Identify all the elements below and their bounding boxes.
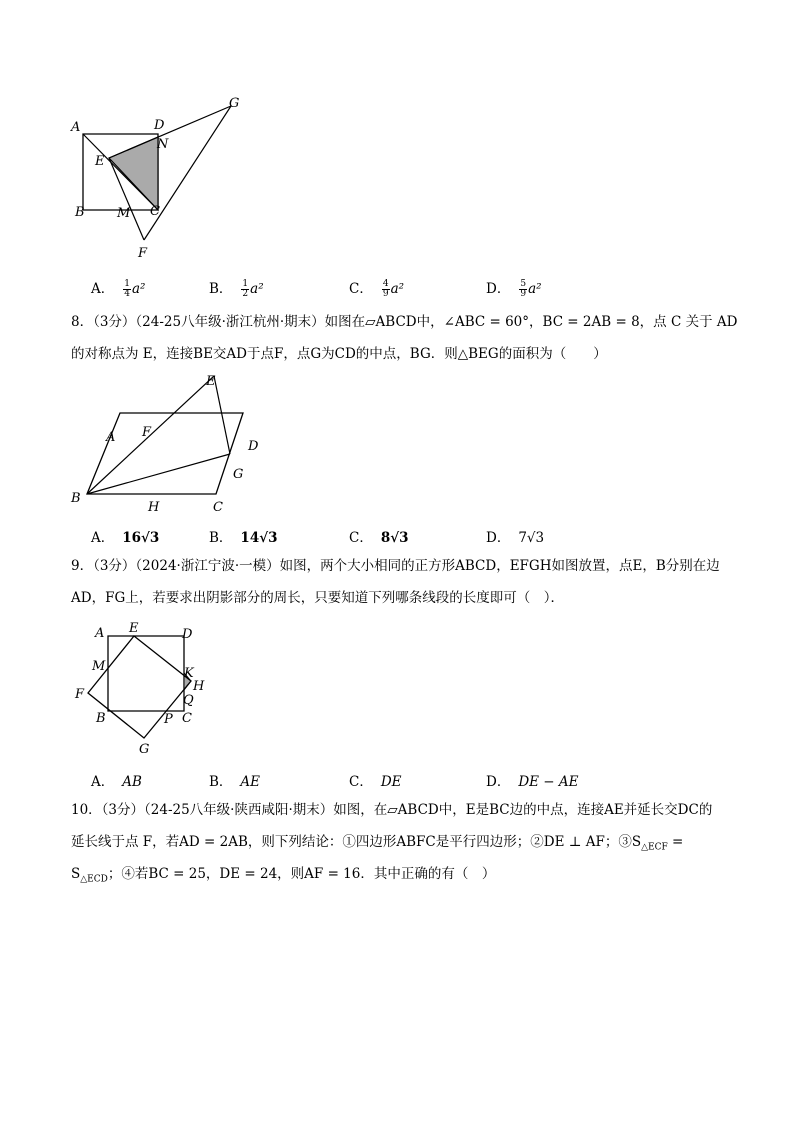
q9-label-d: D xyxy=(182,627,193,642)
q9-question-line-1: 9．（3分）（2024·浙江宁波·一模）如图，两个大小相同的正方形ABCD，EFGH如图放置，点E，B分别在边 xyxy=(71,558,720,574)
q9-label-k: K xyxy=(184,666,194,681)
q7-option-d[interactable] xyxy=(486,277,542,299)
q7-option-c-num: 4 xyxy=(382,279,389,289)
q7-option-b-expr: a² xyxy=(250,281,264,297)
q9-question-line-2: AD，FG上，若要求出阴影部分的周长，只要知道下列哪条线段的长度即可（ ）． xyxy=(71,590,564,606)
q10-line-2-end: = xyxy=(667,834,684,850)
q9-figure xyxy=(66,614,226,764)
q9-label-q: Q xyxy=(183,693,194,708)
q8-option-c[interactable] xyxy=(349,526,409,546)
q7-label-f: F xyxy=(138,246,148,260)
q9-option-c-value: DE xyxy=(380,774,402,790)
q9-label-c: C xyxy=(182,711,192,726)
q7-label-m: M xyxy=(117,206,131,221)
q7-option-a-den: 4 xyxy=(124,289,130,299)
q10-question-line-1: 10．（3分）（24-25八年级·陕西咸阳·期末）如图，在▱ABCD中，E是BC边的中点，连接AE并延长交DC的 xyxy=(71,802,713,818)
q7-label-b: B xyxy=(75,205,85,220)
q7-option-c[interactable] xyxy=(349,277,404,299)
q9-label-p: P xyxy=(164,712,173,727)
q8-label-f: F xyxy=(142,425,152,440)
q9-label-f: F xyxy=(75,687,85,702)
q7-option-d-expr: a² xyxy=(528,281,542,297)
q7-label-d: D xyxy=(154,118,165,133)
q7-option-d-num: 5 xyxy=(520,279,527,289)
q9-option-d-letter: D． xyxy=(486,774,511,790)
q7-label-c: C xyxy=(150,204,160,219)
q9-label-a: A xyxy=(95,626,105,641)
q7-option-a-letter: A． xyxy=(91,281,115,297)
q8-option-d-letter: D． xyxy=(486,530,511,546)
q7-option-b[interactable] xyxy=(209,277,264,299)
q7-option-b-num: 1 xyxy=(242,279,249,289)
q10-line-3-sub: △ECD xyxy=(80,874,108,885)
q10-question-line-2 xyxy=(71,826,731,858)
q9-label-g: G xyxy=(139,742,150,757)
q7-label-a: A xyxy=(71,120,81,135)
q8-option-d[interactable] xyxy=(486,526,544,546)
q7-option-b-den: 2 xyxy=(242,289,249,299)
q10-line-2-text: 延长线于点 F，若AD = 2AB，则下列结论：①四边形ABFC是平行四边形；②DE ⊥ AF；③S xyxy=(71,834,642,850)
q7-figure xyxy=(66,92,256,260)
q7-label-g: G xyxy=(229,96,240,111)
q8-option-b-letter: B． xyxy=(209,530,233,546)
q7-option-a-expr: a² xyxy=(131,281,146,297)
q10-line-2-sub: △ECF xyxy=(641,842,668,853)
q8-option-a[interactable] xyxy=(91,526,159,546)
q8-label-e: E xyxy=(206,374,216,389)
q9-option-a-value: AB xyxy=(122,774,142,790)
q9-label-h: H xyxy=(193,679,205,694)
q9-option-c-letter: C． xyxy=(349,774,373,790)
q7-option-d-letter: D． xyxy=(486,281,511,297)
q10-question-line-3 xyxy=(71,858,731,890)
q8-label-g: G xyxy=(233,467,244,482)
q7-option-c-expr: a² xyxy=(390,281,405,297)
q8-figure xyxy=(66,368,276,516)
q9-option-d[interactable] xyxy=(486,770,579,790)
q8-option-b-value: 14√3 xyxy=(240,530,278,546)
q8-label-c: C xyxy=(213,500,223,515)
q8-question xyxy=(71,306,738,370)
q8-option-b[interactable] xyxy=(209,526,277,546)
q8-question-line-1: 8．（3分）（24-25八年级·浙江杭州·期末）如图在▱ABCD中，∠ABC = 60°，BC = 2AB = 8，点 C 关于 AD xyxy=(71,314,738,330)
q7-label-n: N xyxy=(157,137,169,152)
q8-label-b: B xyxy=(71,491,81,506)
q9-label-e: E xyxy=(129,621,139,636)
q9-option-a-letter: A． xyxy=(91,774,115,790)
q8-option-a-letter: A． xyxy=(91,530,115,546)
q7-option-c-letter: C． xyxy=(349,281,373,297)
q8-option-a-value: 16√3 xyxy=(122,530,160,546)
q10-line-3-pre: S xyxy=(71,866,81,882)
q8-option-c-value: 8√3 xyxy=(380,530,409,546)
q7-label-e: E xyxy=(95,154,105,169)
q7-option-a-num: 1 xyxy=(124,279,130,289)
q8-label-d: D xyxy=(248,439,259,454)
q9-option-c[interactable] xyxy=(349,770,402,790)
q9-option-a[interactable] xyxy=(91,770,142,790)
q7-option-d-den: 9 xyxy=(520,289,527,299)
q7-option-b-letter: B． xyxy=(209,281,233,297)
q8-option-d-value: 7√3 xyxy=(518,530,545,546)
q9-option-b-value: AE xyxy=(240,774,261,790)
q9-label-m: M xyxy=(92,659,106,674)
q8-label-a: A xyxy=(106,430,116,445)
q10-question xyxy=(71,794,731,890)
q9-question xyxy=(71,550,731,614)
q9-option-b[interactable] xyxy=(209,770,260,790)
q9-option-d-value: DE − AE xyxy=(518,774,579,790)
q7-option-a[interactable] xyxy=(91,277,145,299)
q9-option-b-letter: B． xyxy=(209,774,233,790)
q9-label-b: B xyxy=(96,711,106,726)
q10-line-3-text: ；④若BC = 25，DE = 24，则AF = 16．其中正确的有（ ） xyxy=(107,866,496,882)
q8-option-c-letter: C． xyxy=(349,530,373,546)
q8-question-line-2: 的对称点为 E，连接BE交AD于点F，点G为CD的中点，BG．则△BEG的面积为（ ） xyxy=(71,346,607,362)
q7-option-c-den: 9 xyxy=(382,289,389,299)
q8-label-h: H xyxy=(148,500,160,515)
